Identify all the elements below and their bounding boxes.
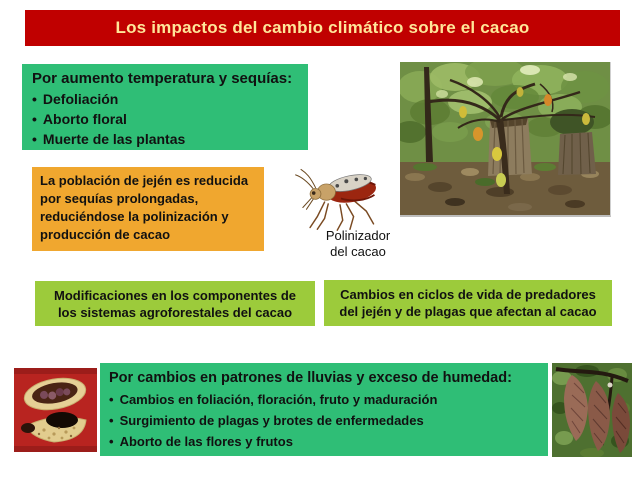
- temperature-bullet: • Aborto floral: [32, 111, 127, 127]
- cacao-agroforestry-illustration: [400, 62, 610, 215]
- rain-bullet: • Aborto de las flores y frutos: [109, 434, 293, 449]
- jejen-box-line: La población de jején es reducida: [40, 173, 249, 188]
- jejen-box-line: reduciéndose la polinización y: [40, 209, 229, 224]
- diseased-cacao-pod-photo: [14, 368, 97, 452]
- temperature-drought-box: [22, 64, 308, 150]
- rain-bullet: • Cambios en foliación, floración, fruto y maduración: [109, 392, 438, 407]
- rain-box-heading: Por cambios en patrones de lluvias y exceso de humedad:: [109, 370, 512, 386]
- title-bar: [25, 10, 620, 46]
- jejen-box-line: producción de cacao: [40, 227, 171, 242]
- bullet-icon: •: [109, 392, 114, 407]
- dead-cacao-leaves-photo: [552, 363, 632, 457]
- bullet-icon: •: [32, 91, 37, 107]
- midge-illustration: [286, 164, 394, 232]
- pollinator-caption-line1: Polinizador: [325, 228, 391, 243]
- jejen-population-box: [32, 167, 264, 251]
- midge-pollinator-image: [286, 164, 394, 232]
- rain-bullet: • Surgimiento de plagas y brotes de enfermedades: [109, 413, 424, 428]
- diseased-pod-illustration: [14, 368, 97, 452]
- dead-leaves-illustration: [552, 363, 632, 457]
- pollinator-caption-line2: del cacao: [330, 244, 386, 259]
- predators-lifecycle-box: Cambios en ciclos de vida de predadores del jején y de plagas que afectan al cacao: [324, 280, 612, 326]
- temperature-box-heading: Por aumento temperatura y sequías:: [32, 70, 293, 87]
- rain-humidity-box: [100, 363, 548, 456]
- bullet-icon: •: [32, 131, 37, 147]
- bullet-icon: •: [109, 413, 114, 428]
- cacao-agroforestry-photo: [400, 62, 611, 217]
- agroforestry-systems-box: Modificaciones en los componentes de los sistemas agroforestales del cacao: [35, 281, 315, 326]
- bullet-icon: •: [109, 434, 114, 449]
- pollinator-caption: [308, 228, 408, 260]
- slide-title: Los impactos del cambio climático sobre el cacao: [115, 18, 530, 37]
- bullet-icon: •: [32, 111, 37, 127]
- jejen-box-line: por sequías prolongadas,: [40, 191, 199, 206]
- temperature-bullet: • Muerte de las plantas: [32, 131, 186, 147]
- temperature-bullet: • Defoliación: [32, 91, 119, 107]
